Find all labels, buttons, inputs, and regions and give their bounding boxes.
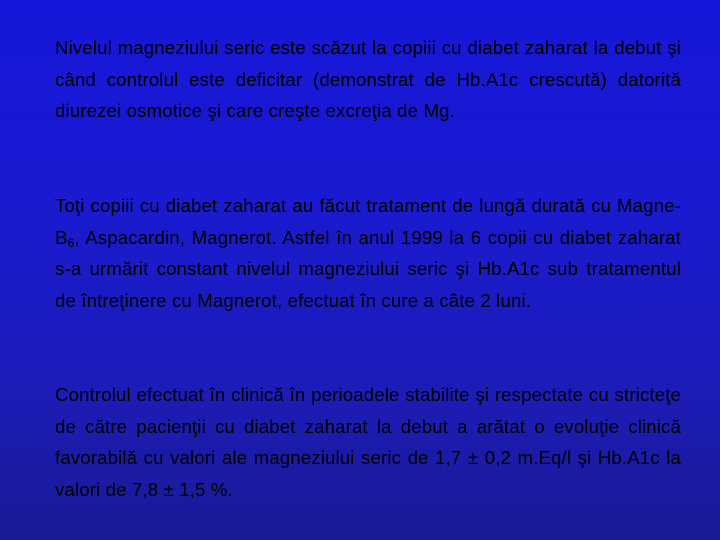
treatment-text-end: , Aspacardin, Magnerot. Astfel în anul 1999 la 6 copii cu diabet zaharat s-a urmărit constant nivelul magneziului seric şi Hb.A1c sub tratamentul de întreţinere cu Magnerot, efectuat în cure a câte 2 luni.: [55, 226, 681, 311]
paragraph-treatment: [55, 190, 681, 316]
paragraph-magnesium-levels: Nivelul magneziului seric este scăzut la copiii cu diabet zaharat la debut şi când controlul este deficitar (demonstrat de Hb.A1c crescută) datorită diurezei osmotice şi care creşte excreţia de Mg.: [55, 37, 681, 121]
treatment-text-start: Toţi copiii cu diabet zaharat au făcut tratament de lungă durată cu Magne-B: [55, 195, 681, 248]
vitamin-subscript: 6: [67, 235, 75, 250]
paragraph-clinical-results: Controlul efectuat în clinică în perioadele stabilite şi respectate cu stricteţe de către pacienţii cu diabet zaharat la debut a arătat o evoluţie clinică favorabilă cu valori ale magneziului seric de 1,7 ± 0,2 m.Eq/l şi Hb.A1c la valori de 7,8 ± 1,5 %.: [55, 384, 681, 500]
